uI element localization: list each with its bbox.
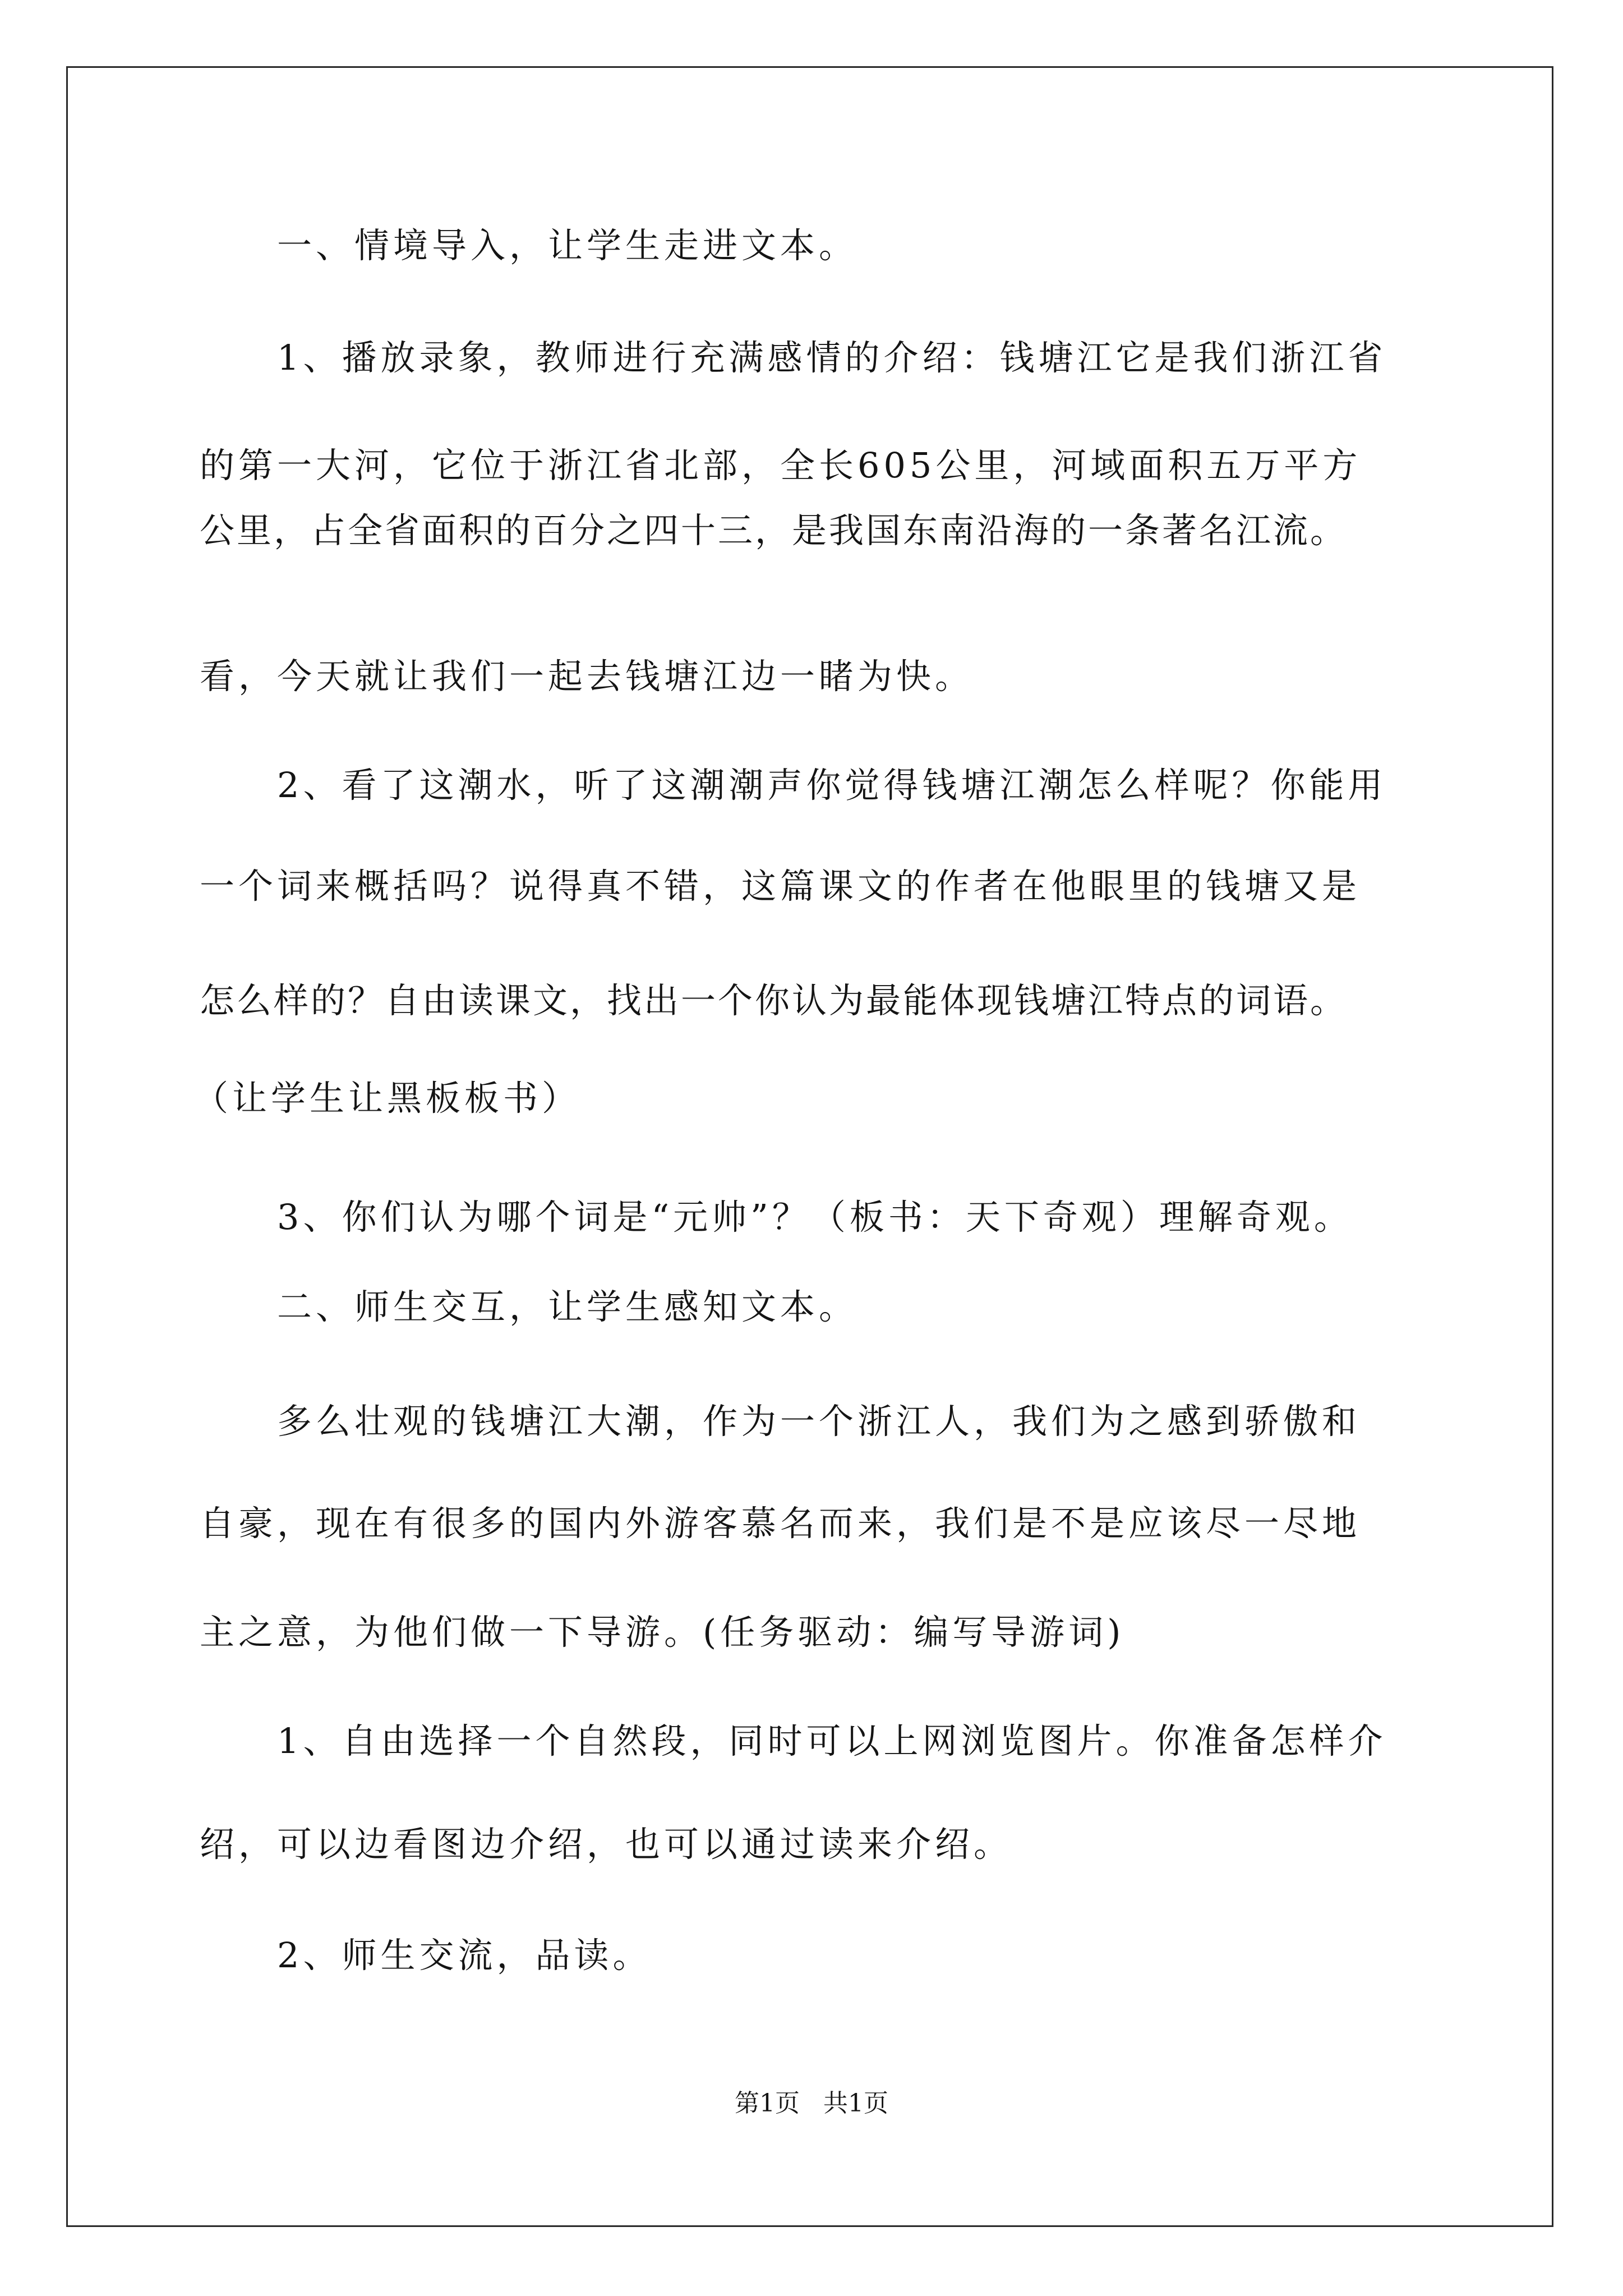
text-line: 主之意，为他们做一下导游。(任务驱动：编写导游词) [200, 1612, 1125, 1653]
text-line: （让学生让黑板板书） [193, 1078, 581, 1119]
text-line: 怎么样的？自由读课文，找出一个你认为最能体现钱塘江特点的词语。 [200, 980, 1348, 1021]
text-line: 1、播放录象，教师进行充满感情的介绍：钱塘江它是我们浙江省 [277, 337, 1387, 378]
text-line: 二、师生交互，让学生感知文本。 [277, 1286, 858, 1327]
text-line: 的第一大河，它位于浙江省北部，全长605公里，河域面积五万平方 [200, 445, 1362, 486]
text-line: 一、情境导入，让学生走进文本。 [277, 225, 858, 266]
text-line: 公里，占全省面积的百分之四十三，是我国东南沿海的一条著名江流。 [200, 510, 1348, 551]
page-footer: 第1页 共1页 [735, 2089, 888, 2118]
text-line: 看，今天就让我们一起去钱塘江边一睹为快。 [200, 656, 974, 697]
text-line: 2、看了这潮水，听了这潮潮声你觉得钱塘江潮怎么样呢？你能用 [277, 765, 1387, 806]
text-line: 自豪，现在有很多的国内外游客慕名而来，我们是不是应该尽一尽地 [200, 1503, 1361, 1544]
text-line: 1、自由选择一个自然段，同时可以上网浏览图片。你准备怎样介 [277, 1720, 1387, 1761]
text-line: 绍，可以边看图边介绍，也可以通过读来介绍。 [200, 1824, 1013, 1865]
text-line: 多么壮观的钱塘江大潮，作为一个浙江人，我们为之感到骄傲和 [277, 1401, 1361, 1442]
text-line: 一个词来概括吗？说得真不错，这篇课文的作者在他眼里的钱塘又是 [200, 866, 1361, 907]
page-border [66, 66, 1553, 2227]
text-line: 3、你们认为哪个词是“元帅”？（板书：天下奇观）理解奇观。 [277, 1197, 1353, 1237]
text-line: 2、师生交流，品读。 [277, 1935, 652, 1976]
